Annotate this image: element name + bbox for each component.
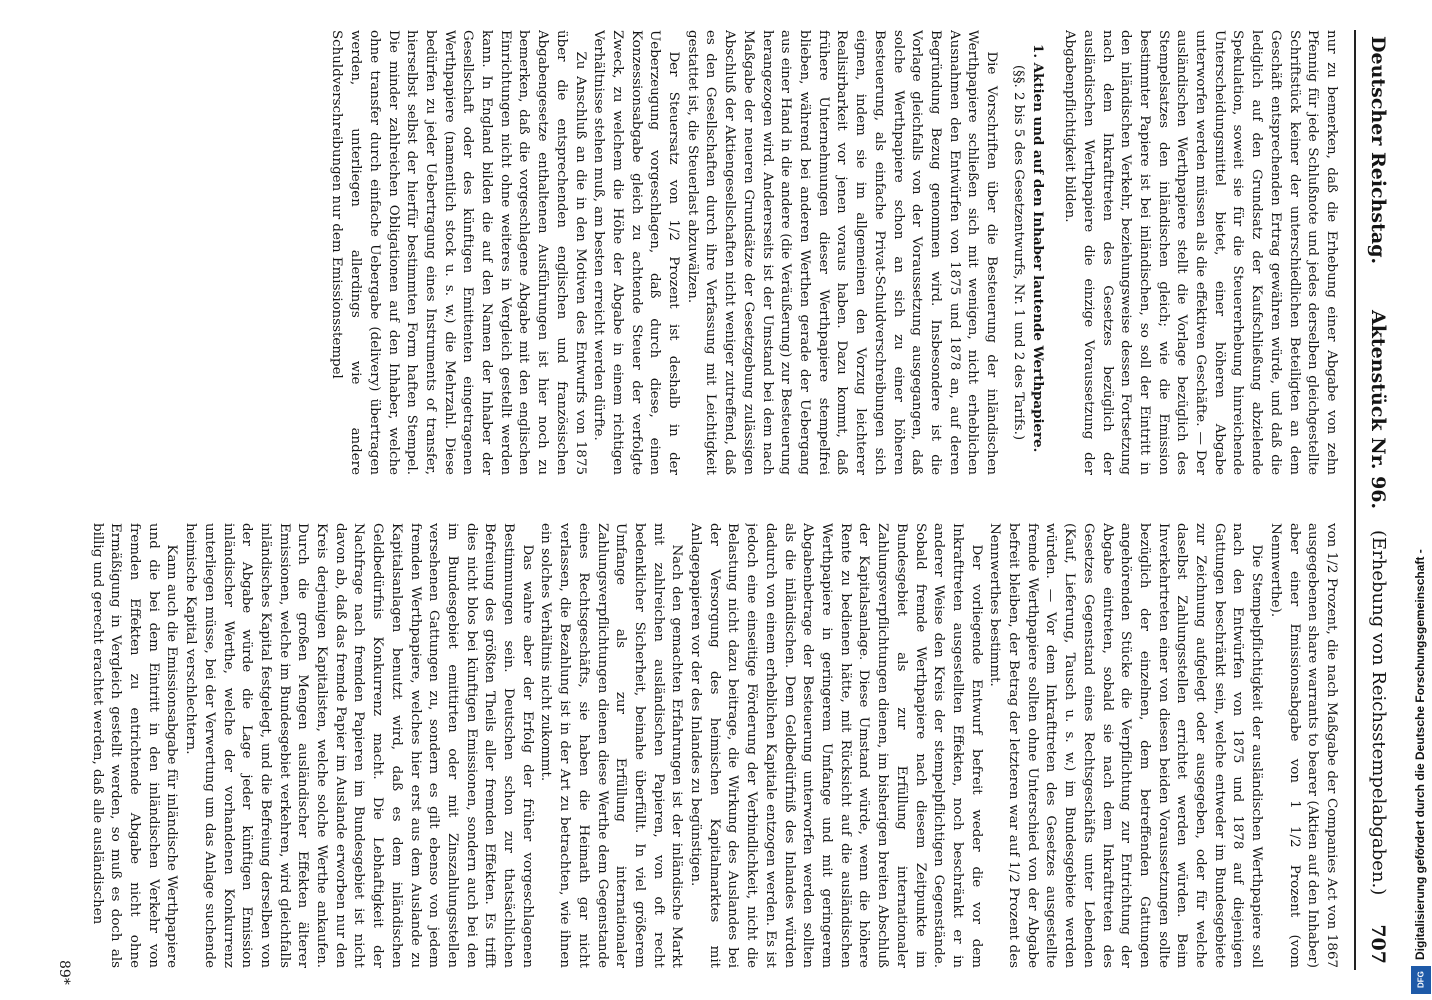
digitization-credit	[1409, 0, 1432, 1000]
right-paragraph-6: Kann auch die Emissionsabgabe für inländische Werthpapiere und die bei dem Eintritt in den inländischen Verkehr von fremden Effekten zu entrichtende Abgabe nicht ohne Ermäßigung in Vergleich gestellt werden, so muß es doch als billig und gerecht erachtet werden, daß alle ausländischen	[89, 523, 180, 968]
left-paragraph-4: Zu Anschluß an die in den Motiven des Entwurfs von 1875 über die entsprechenden englischen und französischen Abgabengesetze enthaltenen Ausführungen ist hier noch zu bemerken, daß die vorgeschlagene Abgabe mit den englischen Einrichtungen nicht ohne weiteres in Vergleich gestellt werden kann. In England bilden die auf den Namen der Inhaber der Gesellschaft oder des künftigen Emittenten eingetragenen Werthpapiere (namentlich stock u. s. w.) die Mehrzahl. Diese bedürfen zu jeder Uebertragung eines Instruments of transfer, hierselbst selbst der hierfür bestimmten Form haften Stempel. Die minder zahlreichen Obligationen auf den Inhaber, welche ohne transfer durch einfache Uebergabe (delivery) übertragen werden, unterliegen allerdings wie andere Schuldverschreibungen nur dem Emissionsstempel	[329, 30, 588, 475]
right-paragraph-4: Nach den gemachten Erfahrungen ist der inländische Markt mit zahlreichen ausländischen Papieren, von oft recht bedenklicher Sicherheit, beinahe überfüllt. In viel größerem Umfange als zur Erfüllung internationaler Zahlungsverpflichtungen dienen diese Werthe dem Gegenstande eines Rechtsgeschäfts, sie haben die Heimath gar nicht verlassen, die Bezahlung ist in der Art zu betrachten, wie ihnen ein solches Verhältnis nicht zukommt.	[538, 523, 685, 968]
left-paragraph-3: Der Steuersatz von 1/2 Prozent ist deshalb in der Ueberzeugung vorgeschlagen, daß durch diese, einen Konzessionsabgabe gleich zu achtende Steuer der verfolgte Zweck, zu welchem die Höhe der Abgabe in einem richtigen Verhältnisse stehen muß, am besten erreicht werden dürfte.	[591, 30, 682, 475]
header-title: Deutscher Reichstag.	[1367, 36, 1389, 265]
credit-text: Digitalisierung gefördert durch die Deutsche Forschungsgemeinschaft -	[1413, 549, 1427, 960]
section-heading: 1. Aktien und auf den Inhaber lautende Werthpapiere.	[1030, 44, 1047, 453]
header-document-number: Aktenstück Nr. 96.	[1367, 310, 1389, 510]
page-number: 707	[1367, 924, 1389, 964]
section-subheading: (§§. 2 bis 5 des Gesetzentwurfs, Nr. 1 und 2 des Tarifs.)	[1010, 64, 1026, 441]
page-header	[1354, 30, 1400, 970]
right-paragraph-2: Die Stempelpflichtigkeit der ausländischen Werthpapiere soll nach den Entwürfen von 1875 und 1878 auf diejenigen Gattungen beschränkt sein, welche entweder im Bundesgebiete zur Zeichnung aufgelegt oder ausgegeben, oder für welche daselbst Zahlungsstellen errichtet werden würden. Beim Inverkehrtreten einer von diesen beiden Voraussetzungen sollte bezüglich der einzelnen, dem betreffenden Gattungen angehörenden Stücke die Verpflichtung zur Entrichtung der Abgabe eintreten, sobald sie nach dem Inkrafttreten des Gesetzes Gegenstand eines Rechtsgeschäfts unter Lebenden (Kauf, Lieferung, Tausch u. s. w.) im Bundesgebiete werden würden. — Vor dem Inkrafttreten des Gesetzes ausgestellte fremde Werthpapiere sollten ohne Unterschied von der Abgabe befreit bleiben, der Betrag der letzteren war auf 1/2 Prozent des Nennwerthes bestimmt.	[987, 523, 1265, 968]
right-column	[75, 523, 1340, 968]
right-paragraph-1: von 1/2 Prozent, die nach Maßgabe der Companies Act von 1867 ausgegebenen share warrants to bearer (Aktien auf den Inhaber) aber einer Emissionsabgabe von 1 1/2 Prozent (vom Nennwerthe).	[1267, 523, 1339, 968]
right-paragraph-3: Der vorliegende Entwurf befreit weder die vor dem Inkrafttreten ausgestellten Effekten, noch beschränkt er in anderer Weise den Kreis der stempelpflichtigen Gegenstände. Sobald fremde Werthpapiere nach diesem Zeitpunkte im Bundesgebiet als zur Erfüllung internationaler Zahlungsverpflichtungen dienen, im bisherigen breiten Abschluß der Kapitalsanlage. Diese Umstand würde, wenn die höhere Rente zu bedienen hätte, mit Rücksicht auf die ausländischen Werthpapiere in geringerem Umfange und mit geringerem Abgabenbetrage der Besteuerung unterworfen werden sollten als die inländischen. Dem Geldbedürfniß des Inlandes würden dadurch von einem erheblichen Kapitale entzogen werden. Es ist jedoch eine einseitige Förderung der Verbindlichkeit, nicht die Belastung nicht dazu beitrage, die Wirkung des Auslandes bei der Versorgung des heimischen Kapitalmarktes mit Anlagepapieren vor der des Inlandes zu begünstigen.	[688, 523, 984, 968]
right-paragraph-5: Das wahre aber der Erfolg der früher vorgeschlagenen Bestimmungen sein. Deutschen schon zur thatsächlichen Befreiung des größten Theils aller fremden Effekten. Es trifft dies nicht blos bei künftigen Emissionen, sondern auch bei den im Bundesgebiet emittirten oder mit Zinszahlungsstellen versehenen Gattungen zu, sondern es gilt ebenso von jedem fremden Werthpapiere, welches hier erst aus dem Auslande zu Kapitalsanlagen benutzt wird, daß es dem inländischen Geldbedürfnis Konkurrenz macht. Die Lebhaftigkeit der Nachfrage nach fremden Papieren im Bundesgebiet ist nicht davon ab, daß das fremde Papier im Auslande erworben nur den Kreis derjenigen Kapitalisten, welche solche Werthe ankaufen. Durch die großen Mengen ausländischer Effekten älterer Emissionen, welche im Bundesgebiet verkehren, wird gleichfalls inländisches Kapital festgelegt, und die Befreiung derselben von der Abgabe würde die Lage jeder künftigen Emission inländischer Werthe, welche der vorhandenen Konkurrenz unterliegen müsse, bei der Verwertung um das Anlage suchende heimische Kapital verschlechtern.	[183, 523, 535, 968]
dfg-logo-icon: DFG	[1411, 966, 1431, 994]
header-subtitle: (Erhebung von Reichsstempelabgaben.)	[1368, 530, 1389, 896]
left-paragraph-1: nur zu bemerken, daß die Erhebung einer Abgabe von zehn Pfennig für jede Schlußnote und jedes derselben gleichgestellte Schriftstück keiner der unterschiedlichen Beteiligten an dem Geschäft entsprechenden Ertrag gewähren würde, und daß die lediglich auf den Grundsatz der Kaufschließung abzielende Spekulation, soweit sie für die Steuererhebung hinreichende Unterscheidungsmittel bietet, einer höheren Abgabe unterworfen werden müssen als die effektiven Geschäfte. — Der ausländischen Werthpapiere stellt die Vorlage bezüglich des Stempelsatzes den inländischen gleich; wie die Emission bestimmter Papiere ist bei inländischen, so soll der Eintritt in den inländischen Verkehr, beziehungsweise dessen Fortsetzung nach dem Inkrafttreten des Gesetzes bezüglich der ausländischen Werthpapiere die einzige Voraussetzung der Abgabenpflichtigkeit bilden.	[1062, 30, 1339, 475]
left-column	[75, 30, 1340, 475]
left-paragraph-2: Die Vorschriften über die Besteuerung der inländischen Werthpapiere schließen sich mit wenigen, nicht erheblichen Ausnahmen den Entwürfen von 1875 und 1878 an, auf deren Begründung Bezug genommen wird. Insbesondere ist die Vorlage gleichfalls von der Voraussetzung ausgegangen, daß solche Werthpapiere schon an sich zu einer höheren Besteuerung, als einfache Privat-Schuldverschreibungen sich eignen, indem sie im allgemeinen den Vorzug leichterer Realisirbarkeit vor jenen voraus haben. Dazu kommt, daß frühere Unternehmungen dieser Werthpapiere stempelfrei blieben, während bei anderen Werthen gerade der Uebergang aus einer Hand in die andere (die Veräußerung) zur Besteuerung herangezogen wird. Andererseits ist der Umstand bei dem nach Maßgabe der neueren Grundsätze der Gesetzgebung zulässigen Abschluß der Aktiengesellschaften nicht weniger zutreffend, daß es den Gesellschaften durch ihre Verfassung mit Leichtigkeit gestattet ist, die Steuerlast abzuwälzen.	[684, 30, 1000, 475]
signature-mark: 89*	[56, 960, 72, 985]
